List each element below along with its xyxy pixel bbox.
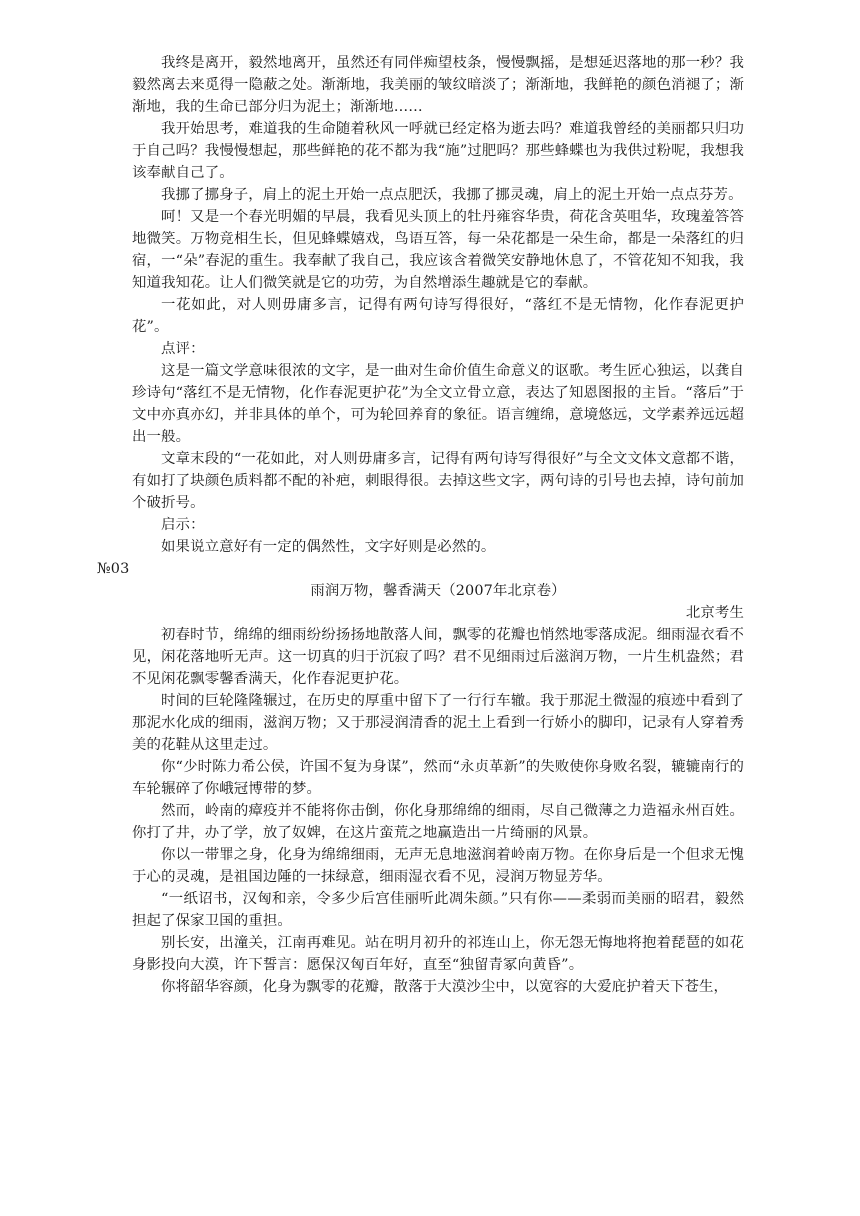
hint-paragraph: 如果说立意好有一定的偶然性，文字好则是必然的。: [161, 539, 496, 555]
essay-paragraph: 时间的巨轮隆隆辗过，在历史的厚重中留下了一行行车辙。我于那泥土微湿的痕迹中看到了那泥水化成的细雨，滋润万物；又于那浸润清香的泥土上看到一行娇小的脚印，记录有人穿着秀美的花鞋从这里走过。: [132, 693, 744, 753]
essay-paragraph: 初春时节，绵绵的细雨纷纷扬扬地散落人间，飘零的花瓣也悄然地零落成泥。细雨湿衣看不见，闲花落地听无声。这一切真的归于沉寂了吗？君不见细雨过后滋润万物，一片生机盎然；君不见闲花飘零馨香满天，化作春泥更护花。: [132, 627, 744, 687]
essay-paragraph: 别长安，出潼关，江南再难见。站在明月初升的祁连山上，你无怨无悔地将抱着琵琶的如花身影投向大漠，许下誓言：愿保汉匈百年好，直至“独留青冢向黄昏”。: [132, 935, 744, 973]
hint-label: 启示：: [161, 517, 205, 533]
comment-label: 点评：: [161, 341, 205, 357]
essay-author: 北京考生: [685, 605, 744, 621]
comment-paragraph: 文章末段的“一花如此，对人则毋庸多言，记得有两句诗写得很好”与全文文体文意都不谐，有如打了块颜色质料都不配的补疤，刺眼得很。去掉这些文字，两句诗的引号也去掉，诗句前加个破折号。: [132, 451, 744, 511]
essay-paragraph: 你“少时陈力希公侯，许国不复为身谋”，然而“永贞革新”的失败使你身败名裂，辘辘南行的车轮辗碎了你峨冠博带的梦。: [132, 759, 744, 797]
essay-paragraph: 一花如此，对人则毋庸多言，记得有两句诗写得很好，“落红不是无情物，化作春泥更护花”。: [132, 297, 744, 335]
essay-paragraph: 我挪了挪身子，肩上的泥土开始一点点肥沃，我挪了挪灵魂，肩上的泥土开始一点点芬芳。: [161, 187, 743, 203]
essay-paragraph: 我开始思考，难道我的生命随着秋风一呼就已经定格为逝去吗？难道我曾经的美丽都只归功于自己吗？我慢慢想起，那些鲜艳的花不都为我“施”过肥吗？那些蜂蝶也为我供过粉呢，我想我该奉献自己了。: [132, 121, 744, 181]
essay-paragraph: 呵！又是一个春光明媚的早晨，我看见头顶上的牡丹雍容华贵，荷花含英咀华，玫瑰羞答答地微笑。万物竞相生长，但见蜂蝶嬉戏，鸟语互答，每一朵花都是一朵生命，都是一朵落红的归宿，一“朵”春泥的重生。我奉献了我自己，我应该含着微笑安静地休息了，不管花知不知我，我知道我知花。让人们微笑就是它的功劳，为自然增添生趣就是它的奉献。: [132, 209, 744, 291]
essay-paragraph: 你将韶华容颜，化身为飘零的花瓣，散落于大漠沙尘中，以宽容的大爱庇护着天下苍生，: [161, 979, 729, 995]
essay-title: 雨润万物，馨香满天（2007年北京卷）: [310, 583, 566, 599]
essay-paragraph: 你以一带罪之身，化身为绵绵细雨，无声无息地滋润着岭南万物。在你身后是一个但求无愧于心的灵魂，是祖国边陲的一抹绿意，细雨湿衣看不见，浸润万物显芳华。: [132, 847, 744, 885]
document-body: [97, 52, 744, 998]
essay-paragraph: 然而，岭南的瘴疫并不能将你击倒，你化身那绵绵的细雨，尽自己微薄之力造福永州百姓。你打了井，办了学，放了奴婢，在这片蛮荒之地赢造出一片绮丽的风景。: [132, 803, 744, 841]
essay-number: №03: [97, 561, 130, 577]
comment-paragraph: 这是一篇文学意味很浓的文字，是一曲对生命价值生命意义的讴歌。考生匠心独运，以龚自珍诗句“落红不是无情物，化作春泥更护花”为全文立骨立意，表达了知恩图报的主旨。“落后”于文中亦真亦幻，并非具体的单个，可为轮回养育的象征。语言缠绵，意境悠远，文学素养远远超出一般。: [132, 363, 744, 445]
essay-paragraph: 我终是离开，毅然地离开，虽然还有同伴痴望枝条，慢慢飘摇，是想延迟落地的那一秒？我毅然离去来觅得一隐蔽之处。渐渐地，我美丽的皱纹暗淡了；渐渐地，我鲜艳的颜色消褪了；渐渐地，我的生命已部分归为泥土；渐渐地……: [132, 55, 744, 115]
essay-paragraph: “一纸诏书，汉匈和亲，令多少后宫佳丽听此凋朱颜。”只有你——柔弱而美丽的昭君，毅然担起了保家卫国的重担。: [132, 891, 744, 929]
